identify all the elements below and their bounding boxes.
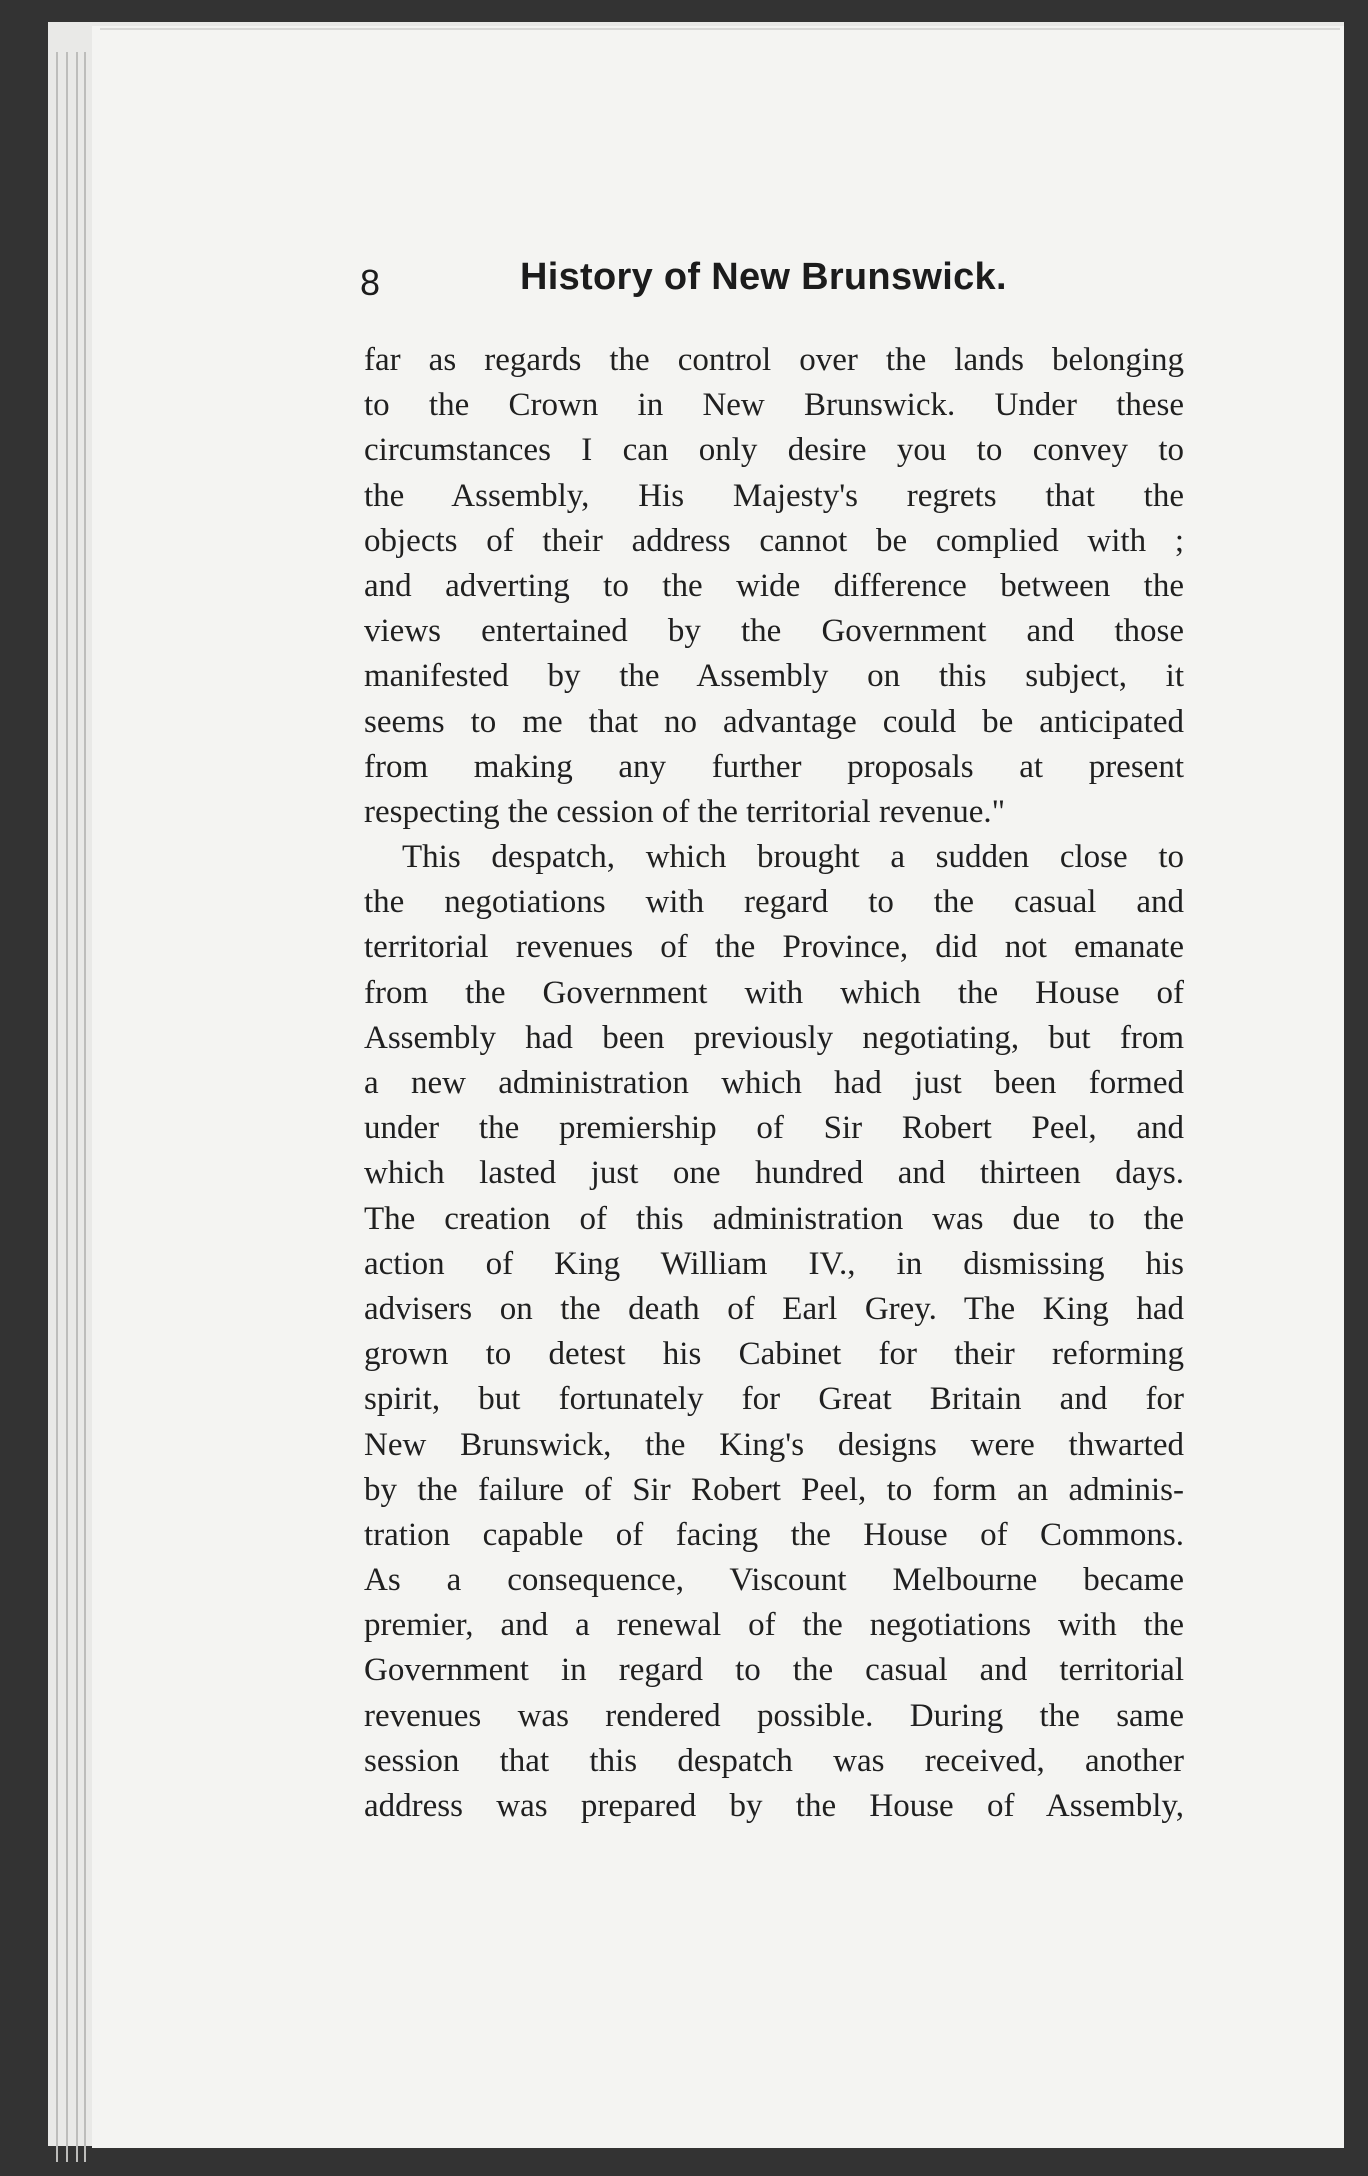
page-edge-line	[66, 52, 68, 2162]
text-line: which lasted just one hundred and thirteen days.	[364, 1155, 1184, 1192]
text-line: from making any further proposals at present	[364, 748, 1184, 785]
text-line: the Assembly, His Majesty's regrets that the	[364, 477, 1184, 514]
text-line: territorial revenues of the Province, did not emanate	[364, 929, 1184, 966]
page-edge-line	[76, 52, 78, 2162]
page-number: 8	[360, 262, 381, 303]
text-line: revenues was rendered possible. During the same	[364, 1697, 1184, 1734]
text-line: advisers on the death of Earl Grey. The King had	[364, 1290, 1184, 1327]
text-line: tration capable of facing the House of Commons.	[364, 1516, 1184, 1553]
page-top-edge	[100, 28, 1340, 30]
text-line: far as regards the control over the lands belonging	[364, 342, 1184, 378]
text-line: action of King William IV., in dismissing his	[364, 1245, 1184, 1282]
text-line: and adverting to the wide difference between the	[364, 567, 1184, 604]
text-line: the negotiations with regard to the casual and	[364, 884, 1184, 921]
text-line: Assembly had been previously negotiating, but from	[364, 1019, 1184, 1056]
text-line: manifested by the Assembly on this subject, it	[364, 658, 1184, 695]
text-line: by the failure of Sir Robert Peel, to form an adminis-	[364, 1471, 1184, 1508]
body-text	[364, 338, 1184, 1829]
text-line: under the premiership of Sir Robert Peel, and	[364, 1110, 1184, 1147]
text-line: As a consequence, Viscount Melbourne became	[364, 1562, 1184, 1599]
text-line: views entertained by the Government and those	[364, 613, 1184, 650]
text-line: This despatch, which brought a sudden close to	[402, 839, 1184, 876]
text-line: circumstances I can only desire you to convey to	[364, 432, 1184, 469]
text-line: address was prepared by the House of Assembly,	[364, 1788, 1184, 1824]
running-header	[360, 256, 1180, 316]
text-line: premier, and a renewal of the negotiations with the	[364, 1607, 1184, 1644]
text-line: New Brunswick, the King's designs were thwarted	[364, 1426, 1184, 1463]
text-line: The creation of this administration was due to the	[364, 1200, 1184, 1237]
text-line: grown to detest his Cabinet for their reforming	[364, 1336, 1184, 1373]
page-edge-line	[56, 52, 58, 2162]
text-line: session that this despatch was received, another	[364, 1742, 1184, 1779]
text-line: a new administration which had just been formed	[364, 1065, 1184, 1101]
text-line: to the Crown in New Brunswick. Under these	[364, 387, 1184, 424]
page-edge-line	[84, 52, 86, 2162]
text-line: respecting the cession of the territorial revenue."	[364, 793, 1006, 830]
text-line: from the Government with which the House of	[364, 974, 1184, 1011]
text-line: objects of their address cannot be complied with ;	[364, 522, 1184, 559]
text-line: spirit, but fortunately for Great Britain and for	[364, 1381, 1184, 1418]
text-line: seems to me that no advantage could be anticipated	[364, 703, 1184, 740]
running-title: History of New Brunswick.	[520, 256, 1007, 298]
text-line: Government in regard to the casual and territorial	[364, 1652, 1184, 1689]
